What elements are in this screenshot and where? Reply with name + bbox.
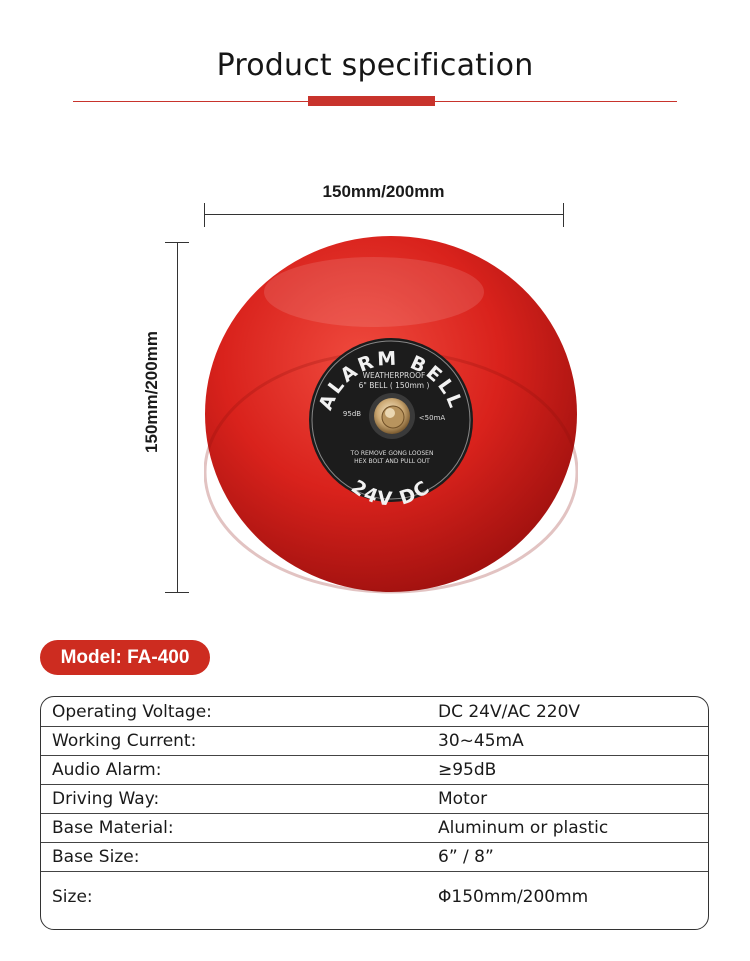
alarm-bell-image (204, 232, 578, 594)
bell-weatherproof-text: WEATHERPROOF (362, 371, 426, 380)
spec-label: Base Size: (52, 847, 140, 867)
spec-value: ≥95dB (438, 760, 497, 780)
bell-ma-text: <50mA (418, 414, 446, 422)
bell-instruction-2: HEX BOLT AND PULL OUT (354, 458, 430, 465)
spec-value: DC 24V/AC 220V (438, 702, 581, 722)
bell-label-top: ALARM BELL (314, 347, 468, 414)
spec-label: Driving Way: (52, 789, 160, 809)
table-row (41, 814, 708, 843)
bell-shell-highlight (264, 257, 484, 327)
page-title: Product specification (216, 48, 534, 83)
spec-value: Aluminum or plastic (438, 818, 609, 838)
table-row (41, 785, 708, 814)
spec-label: Audio Alarm: (52, 760, 162, 780)
height-dimension-tick-top (165, 242, 189, 243)
table-row (41, 698, 708, 727)
spec-table (40, 696, 709, 930)
height-dimension-label: 150mm/200mm (142, 331, 161, 453)
bell-instruction-1: TO REMOVE GONG LOOSEN (350, 450, 434, 457)
spec-label: Base Material: (52, 818, 174, 838)
spec-value: 6” / 8” (438, 847, 494, 867)
table-row (41, 727, 708, 756)
table-row (41, 843, 708, 872)
bell-label-bottom: 24V DC (347, 475, 435, 511)
height-dimension-line (177, 242, 178, 592)
spec-label: Operating Voltage: (52, 702, 212, 722)
table-row (41, 872, 708, 917)
width-dimension-label: 150mm/200mm (322, 182, 445, 201)
spec-label: Size: (52, 887, 93, 907)
width-dimension-line (205, 214, 563, 215)
table-row (41, 756, 708, 785)
title-accent-bar (308, 96, 435, 106)
spec-value: Motor (438, 789, 488, 809)
spec-label: Working Current: (52, 731, 197, 751)
width-dimension-tick-right (563, 203, 564, 227)
spec-value: Φ150mm/200mm (438, 887, 589, 907)
height-dimension-tick-bottom (165, 592, 189, 593)
spec-value: 30~45mA (438, 731, 524, 751)
bell-size-text: 6" BELL ( 150mm ) (358, 381, 430, 390)
model-badge: Model: FA-400 (40, 640, 210, 675)
width-dimension-tick-left (204, 203, 205, 227)
bell-db-text: 95dB (342, 410, 362, 418)
hex-bolt-icon (369, 393, 415, 439)
